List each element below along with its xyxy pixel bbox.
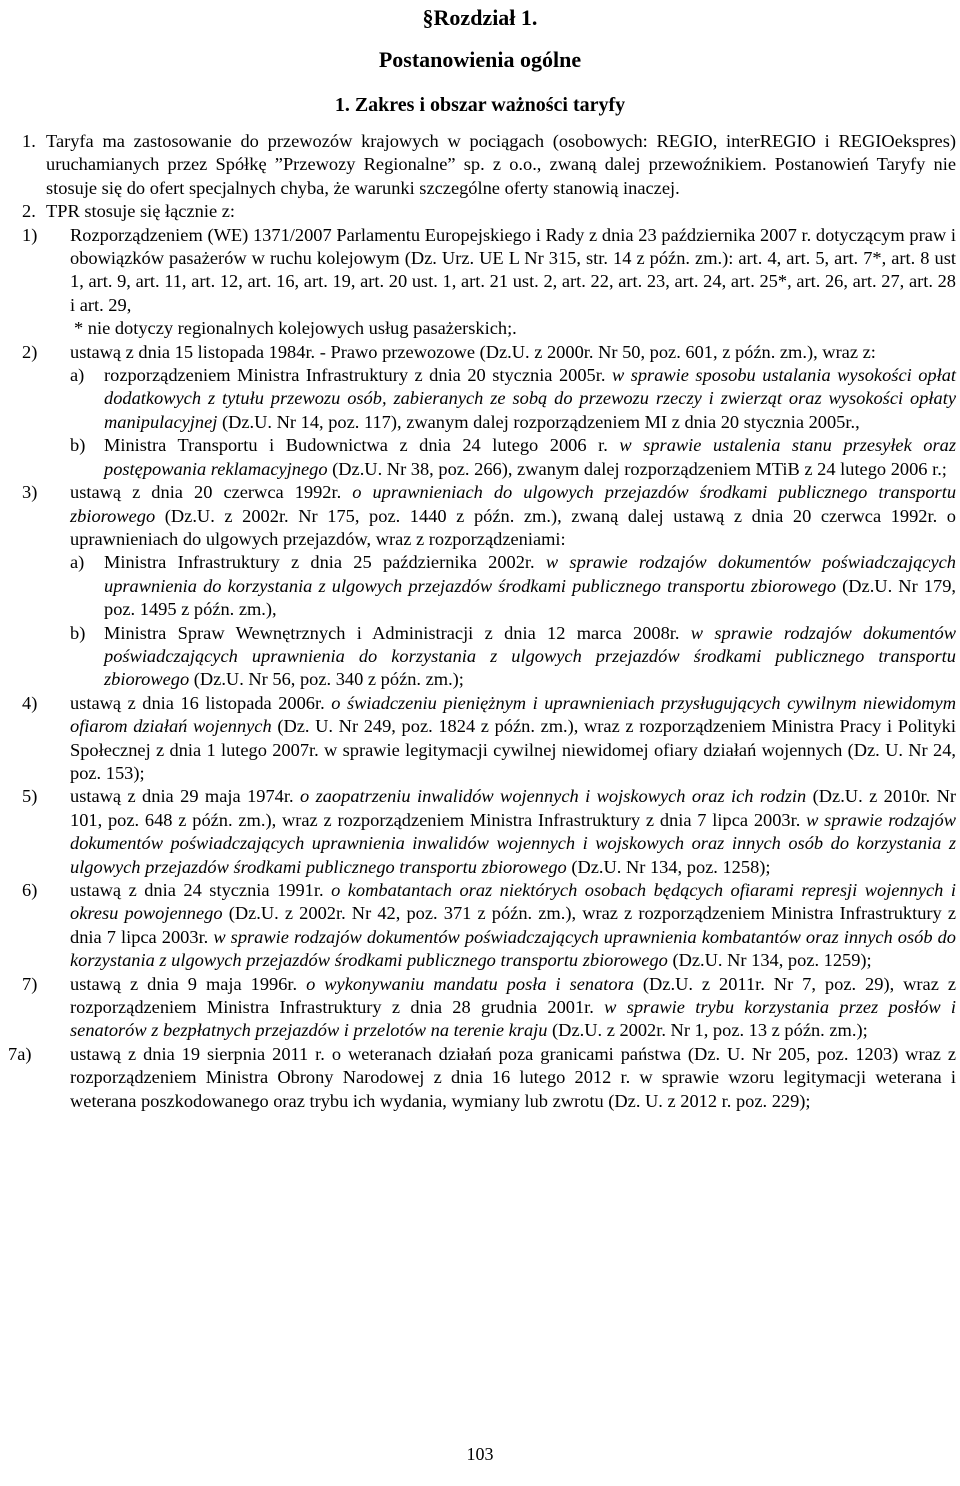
item-title: w sprawie rodzajów dokumentów poświadczających uprawnienia inwalidów wojennych i wojskowych oraz innych osób do korzystania z ulgowych przejazdów środkami publicznego transportu zbiorowego — [70, 809, 956, 877]
paragraph-number: 1. — [22, 131, 36, 151]
sub-item-citation: (Dz.U. Nr 38, poz. 266), zwanym dalej rozporządzeniem MTiB z 24 lutego 2006 r.; — [327, 458, 947, 479]
item-number: 2) — [22, 341, 38, 362]
item-number: 3) — [22, 482, 38, 503]
sub-list-item — [22, 551, 956, 621]
item-number: 1) — [22, 224, 38, 245]
list-item — [22, 879, 956, 973]
page-number: 103 — [466, 1444, 494, 1464]
list-item — [22, 692, 956, 786]
chapter-heading: §Rozdział 1. — [422, 5, 538, 30]
sub-item-letter: b) — [70, 435, 86, 456]
item-title: o świadczeniu pieniężnym i uprawnieniach przysługujących cywilnym niewidomym ofiarom działań wojennych — [70, 692, 956, 737]
item-text: ustawą z dnia 15 listopada 1984r. - Prawo przewozowe (Dz.U. z 2000r. Nr 50, poz. 601, z późn. zm.), wraz z: — [70, 341, 876, 362]
sub-item-text: Ministra Transportu i Budownictwa z dnia 24 lutego 2006 r. — [104, 435, 620, 456]
paragraph-number: 2. — [22, 201, 36, 222]
item-number: 7a) — [8, 1043, 32, 1064]
item-citation: (Dz.U. z 2010r. Nr 101, poz. 648 z późn. zm.), wraz z rozporządzeniem Ministra Infrastruktury z dnia 7 lipca 2003r. — [70, 786, 956, 830]
item-citation: (Dz.U. z 2011r. Nr 7, poz. 29), wraz z rozporządzeniem Ministra Infrastruktury z dnia 28 grudnia 2001r. — [70, 973, 956, 1018]
sub-list-item — [22, 434, 956, 481]
item-title: o zaopatrzeniu inwalidów wojennych i wojskowych oraz ich rodzin — [299, 786, 807, 807]
item-title: o kombatantach oraz niektórych osobach będących ofiarami represji wojennych i okresu powojennego — [70, 880, 956, 924]
paragraph-text: Taryfa ma zastosowanie do przewozów krajowych w pociągach (osobowych: REGIO, interREGIO i REGIOekspres) uruchamianych przez Spółkę ”Przewozy Regionalne” sp. z o.o., zwaną dalej przewoźnikiem. Postanowień Taryfy nie stosuje się do ofert specjalnych chyba, że warunki szczególne oferty stanowią inaczej. — [46, 131, 956, 198]
sub-list-item — [22, 622, 956, 692]
footnote-line: * nie dotyczy regionalnych kolejowych usług pasażerskich;. — [74, 318, 517, 339]
list-item — [8, 1043, 956, 1113]
sub-item-title: w sprawie rodzajów dokumentów poświadczających uprawnienia do korzystania z ulgowych przejazdów środkami publicznego transportu zbiorowego — [104, 622, 956, 690]
paragraph-text: TPR stosuje się łącznie z: — [46, 201, 235, 222]
item-number: 7) — [22, 973, 38, 994]
item-number: 6) — [22, 880, 38, 900]
sub-list-item — [22, 364, 956, 434]
item-text: ustawą z dnia 9 maja 1996r. — [70, 973, 307, 994]
item-citation: (Dz.U. Nr 134, poz. 1259); — [667, 950, 872, 971]
item-text: ustawą z dnia 29 maja 1974r. — [70, 786, 300, 807]
list-item — [22, 973, 956, 1043]
item-text: ustawą z dnia 19 sierpnia 2011 r. o weteranach działań poza granicami państwa (Dz. U. Nr 205, poz. 1203) wraz z rozporządzeniem Ministra Obrony Narodowej z dnia 16 lutego 2012 r. w sprawie wzoru legitymacji weterana i weterana poszkodowanego oraz trybu ich wydania, wymiany lub zwrotu (Dz. U. z 2012 r. poz. 229); — [70, 1043, 956, 1111]
item-citation: (Dz.U. Nr 134, poz. 1258); — [566, 856, 771, 877]
item-title: w sprawie trybu korzystania przez posłów i senatorów z bezpłatnych przejazdów i przelotów na terenie kraju — [70, 997, 956, 1041]
document-body — [8, 130, 957, 1113]
sub-item-citation: (Dz.U. Nr 14, poz. 117), zwanym dalej rozporządzeniem MI z dnia 20 stycznia 2005r., — [217, 411, 860, 432]
item-text: ustawą z dnia 24 stycznia 1991r. — [70, 880, 332, 900]
item-citation: (Dz.U. z 2002r. Nr 175, poz. 1440 z późn. zm.), zwaną dalej ustawą z dnia 20 czerwca 1992r. o uprawnieniach do ulgowych przejazdów, wraz z rozporządzeniami: — [70, 505, 956, 549]
item-number: 4) — [22, 692, 38, 713]
list-item — [22, 224, 956, 318]
item-citation: (Dz.U. z 2002r. Nr 1, poz. 13 z późn. zm.); — [547, 1020, 868, 1041]
sub-item-letter: a) — [70, 365, 85, 386]
paragraph-1 — [22, 130, 956, 200]
sub-item-title: w sprawie rodzajów dokumentów poświadczających uprawnienia do korzystania z ulgowych przejazdów środkami publicznego transportu zbiorowego — [104, 552, 956, 596]
sub-item-text: rozporządzeniem Ministra Infrastruktury z dnia 20 stycznia 2005r. — [104, 365, 612, 386]
sub-item-letter: b) — [70, 622, 86, 643]
item-citation: (Dz.U. z 2002r. Nr 42, poz. 371 z późn. zm.), wraz z rozporządzeniem Ministra Infrastruktury z dnia 7 lipca 2003r. — [70, 903, 957, 947]
section-heading: Postanowienia ogólne — [378, 47, 582, 72]
item-title: o wykonywaniu mandatu posła i senatora — [306, 973, 634, 994]
item-citation: (Dz. U. Nr 249, poz. 1824 z późn. zm.), wraz z rozporządzeniem Ministra Pracy i Polityki Społecznej z dnia 1 lutego 2007r. w sprawie legitymacji cywilnej niewidomej ofiary działań wojennych (Dz. U. Nr 24, poz. 153); — [70, 716, 956, 783]
list-item — [22, 481, 956, 551]
list-item — [22, 341, 956, 364]
item-text: ustawą z dnia 20 czerwca 1992r. — [70, 482, 353, 503]
item-number: 5) — [22, 786, 38, 807]
sub-item-citation: (Dz.U. Nr 56, poz. 340 z późn. zm.); — [189, 669, 464, 690]
sub-item-title: w sprawie ustalenia stanu przesyłek oraz postępowania reklamacyjnego — [104, 435, 956, 479]
subsection-heading: 1. Zakres i obszar ważności taryfy — [334, 94, 626, 116]
paragraph-2 — [22, 200, 956, 223]
sub-item-citation: (Dz.U. Nr 179, poz. 1495 z późn. zm.), — [104, 575, 956, 620]
sub-item-text: Ministra Spraw Wewnętrznych i Administracji z dnia 12 marca 2008r. — [104, 622, 691, 643]
sub-item-title: w sprawie sposobu ustalania wysokości opłat dodatkowych z tytułu przewozu osób, zabieranych ze sobą do przewozu rzeczy i zwierząt oraz wysokości opłaty manipulacyjnej — [104, 365, 957, 432]
sub-item-letter: a) — [70, 552, 85, 573]
sub-item-text: Ministra Infrastruktury z dnia 25 października 2002r. — [104, 552, 546, 573]
item-text: Rozporządzeniem (WE) 1371/2007 Parlamentu Europejskiego i Rady z dnia 23 października 2007 r. dotyczącym praw i obowiązków pasażerów w ruchu kolejowym (Dz. Urz. UE L Nr 315, str. 14 z późn. zm.): art. 4, art. 5, art. 7*, art. 8 ust 1, art. 9, art. 11, art. 12, art. 16, art. 19, art. 20 ust. 1, art. 21 ust. 2, art. 22, art. 23, art. 24, art. 25*, art. 26, art. 27, art. 28 i art. 29, — [70, 224, 956, 315]
list-item — [22, 785, 956, 879]
item-title: w sprawie rodzajów dokumentów poświadczających uprawnienia kombatantów oraz innych osób do korzystania z ulgowych przejazdów środkami publicznego transportu zbiorowego — [70, 926, 956, 971]
item-text: ustawą z dnia 16 listopada 2006r. — [70, 692, 332, 713]
item-title: o uprawnieniach do ulgowych przejazdów środkami publicznego transportu zbiorowego — [70, 482, 957, 526]
